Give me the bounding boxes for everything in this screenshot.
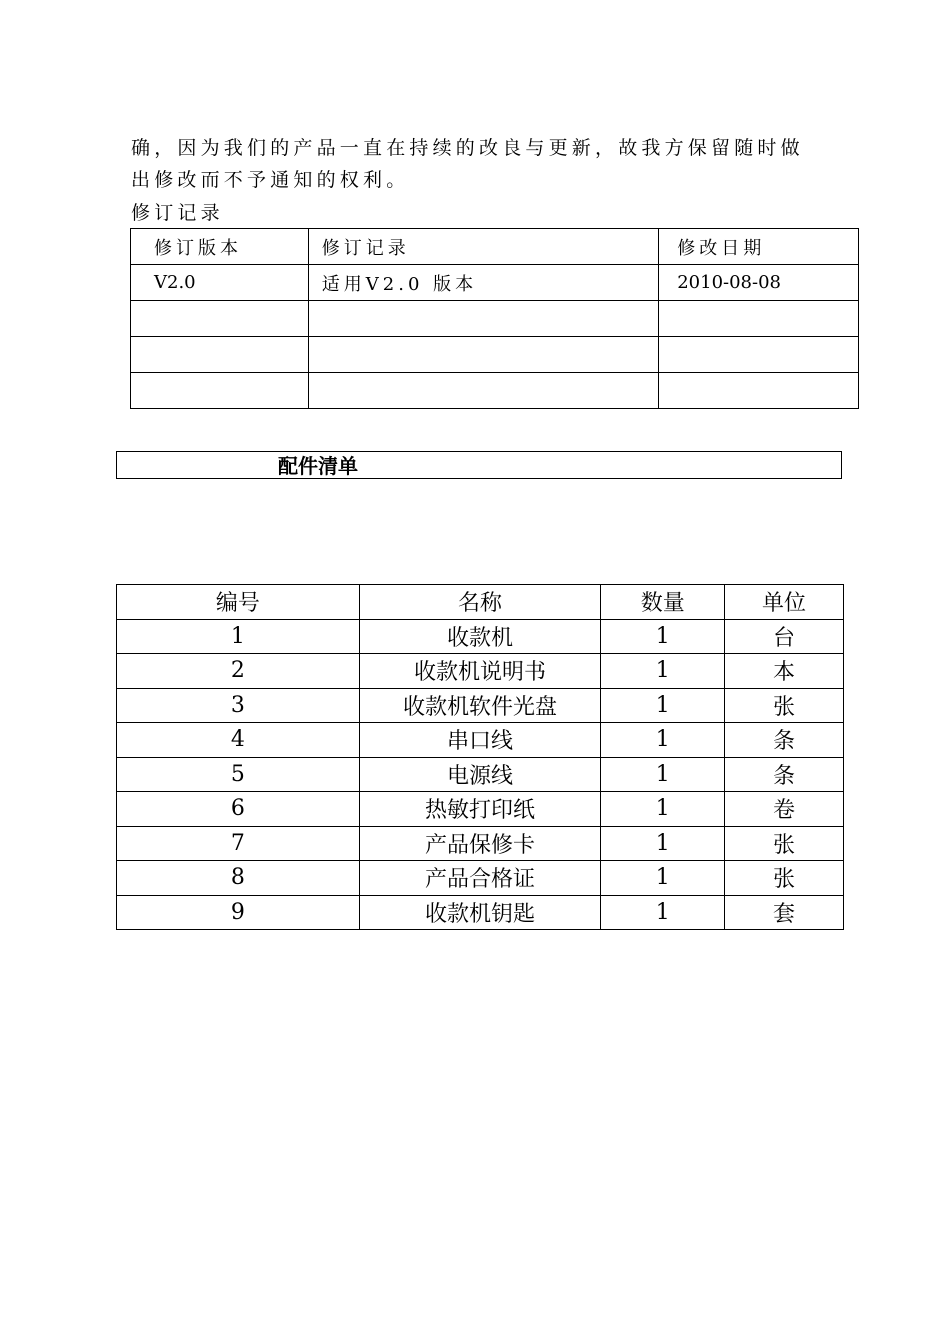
table-row bbox=[117, 895, 844, 930]
table-row bbox=[117, 757, 844, 792]
accessory-name: 产品保修卡 bbox=[359, 826, 601, 861]
accessory-quantity: 1 bbox=[601, 723, 725, 758]
table-row bbox=[117, 861, 844, 896]
revision-cell-record bbox=[308, 373, 658, 409]
accessory-name: 串口线 bbox=[359, 723, 601, 758]
accessory-name: 产品合格证 bbox=[359, 861, 601, 896]
revision-cell-version: V2.0 bbox=[131, 265, 309, 301]
accessory-quantity: 1 bbox=[601, 654, 725, 689]
accessory-name: 电源线 bbox=[359, 757, 601, 792]
accessory-quantity: 1 bbox=[601, 619, 725, 654]
intro-line-2: 出修改而不予通知的权利。 bbox=[131, 169, 410, 191]
accessory-name: 收款机软件光盘 bbox=[359, 688, 601, 723]
table-row bbox=[131, 301, 859, 337]
revision-cell-date: 2010-08-08 bbox=[659, 265, 859, 301]
accessory-name: 收款机 bbox=[359, 619, 601, 654]
accessory-unit: 张 bbox=[725, 861, 844, 896]
accessories-title: 配件清单 bbox=[278, 454, 358, 478]
accessories-header-row bbox=[117, 585, 844, 620]
accessory-quantity: 1 bbox=[601, 688, 725, 723]
accessory-quantity: 1 bbox=[601, 826, 725, 861]
accessories-header-number: 编号 bbox=[117, 585, 360, 620]
accessory-number: 2 bbox=[117, 654, 360, 689]
revision-header-record: 修订记录 bbox=[308, 229, 658, 265]
accessories-header-name: 名称 bbox=[359, 585, 601, 620]
table-row bbox=[117, 826, 844, 861]
revision-cell-record bbox=[308, 301, 658, 337]
accessory-quantity: 1 bbox=[601, 861, 725, 896]
revision-cell-date bbox=[659, 373, 859, 409]
intro-line-1: 确，因为我们的产品一直在持续的改良与更新，故我方保留随时做 bbox=[131, 137, 804, 159]
accessory-unit: 套 bbox=[725, 895, 844, 930]
accessory-unit: 条 bbox=[725, 757, 844, 792]
accessory-number: 4 bbox=[117, 723, 360, 758]
table-row bbox=[117, 654, 844, 689]
table-row bbox=[131, 373, 859, 409]
revision-table bbox=[130, 228, 859, 409]
accessory-number: 9 bbox=[117, 895, 360, 930]
table-row bbox=[117, 792, 844, 827]
accessory-name: 收款机钥匙 bbox=[359, 895, 601, 930]
accessory-unit: 张 bbox=[725, 826, 844, 861]
accessory-unit: 本 bbox=[725, 654, 844, 689]
accessory-number: 6 bbox=[117, 792, 360, 827]
accessories-table bbox=[116, 584, 844, 930]
revision-cell-record: 适用V2.0 版本 bbox=[308, 265, 658, 301]
table-row bbox=[117, 688, 844, 723]
accessory-number: 3 bbox=[117, 688, 360, 723]
revision-cell-date bbox=[659, 301, 859, 337]
accessory-unit: 台 bbox=[725, 619, 844, 654]
revision-cell-version bbox=[131, 373, 309, 409]
table-row bbox=[117, 619, 844, 654]
revision-heading: 修订记录 bbox=[131, 202, 224, 224]
revision-cell-version bbox=[131, 337, 309, 373]
revision-cell-version bbox=[131, 301, 309, 337]
accessory-number: 1 bbox=[117, 619, 360, 654]
accessory-name: 收款机说明书 bbox=[359, 654, 601, 689]
table-row bbox=[117, 723, 844, 758]
revision-header-row bbox=[131, 229, 859, 265]
accessories-title-box bbox=[116, 451, 842, 479]
revision-header-version: 修订版本 bbox=[131, 229, 309, 265]
revision-header-date: 修改日期 bbox=[659, 229, 859, 265]
accessory-unit: 条 bbox=[725, 723, 844, 758]
accessories-header-quantity: 数量 bbox=[601, 585, 725, 620]
revision-cell-record bbox=[308, 337, 658, 373]
table-row bbox=[131, 337, 859, 373]
table-row bbox=[131, 265, 859, 301]
revision-cell-date bbox=[659, 337, 859, 373]
accessories-header-unit: 单位 bbox=[725, 585, 844, 620]
accessory-quantity: 1 bbox=[601, 895, 725, 930]
accessory-number: 7 bbox=[117, 826, 360, 861]
accessory-unit: 张 bbox=[725, 688, 844, 723]
accessory-quantity: 1 bbox=[601, 757, 725, 792]
accessory-number: 5 bbox=[117, 757, 360, 792]
accessory-name: 热敏打印纸 bbox=[359, 792, 601, 827]
accessory-unit: 卷 bbox=[725, 792, 844, 827]
accessory-number: 8 bbox=[117, 861, 360, 896]
accessory-quantity: 1 bbox=[601, 792, 725, 827]
